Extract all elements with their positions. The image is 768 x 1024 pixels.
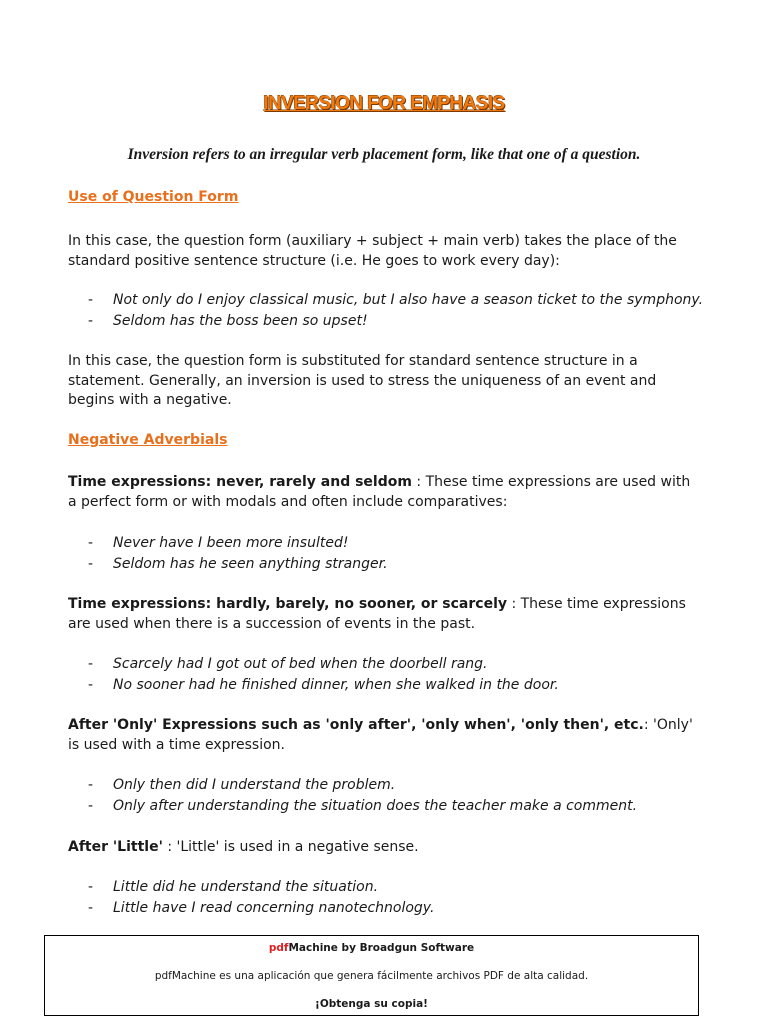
bullet-dash: -: [88, 535, 94, 551]
section-heading-negative-adverbials: Negative Adverbials: [68, 432, 228, 448]
paragraph-hardly-barely: Time expressions: hardly, barely, no sooner, or scarcely : These time expressions are used when there is a succession of events in the past.: [68, 596, 686, 632]
example-list-question-form: [88, 290, 703, 331]
bullet-dash: -: [88, 777, 94, 793]
footer-brand: [45, 942, 698, 954]
list-item: - Only then did I understand the problem.: [88, 775, 637, 796]
list-item: - Little have I read concerning nanotechnology.: [88, 898, 434, 919]
list-item: - Seldom has he seen anything stranger.: [88, 554, 388, 575]
list-item: - Seldom has the boss been so upset!: [88, 311, 703, 332]
pdfmachine-footer: [44, 935, 699, 1016]
paragraph-never-rarely-seldom: Time expressions: never, rarely and seldom : These time expressions are used with a perfect form or with modals and often include comparatives:: [68, 474, 691, 510]
bullet-dash: -: [88, 879, 94, 895]
term: After 'Little': [68, 839, 163, 855]
page-title: INVERSION FOR EMPHASIS: [263, 93, 505, 114]
paragraph-only-expressions: After 'Only' Expressions such as 'only after', 'only when', 'only then', etc.: 'Only' is used with a time expression.: [68, 717, 693, 753]
list-item: - Not only do I enjoy classical music, but I also have a season ticket to the symphony.: [88, 290, 703, 311]
bullet-dash: -: [88, 312, 94, 329]
bullet-dash: -: [88, 899, 94, 916]
paragraph-substitution: In this case, the question form is substituted for standard sentence structure in a statement. Generally, an inversion is used to stress the uniqueness of an event and begins with a negative.: [68, 353, 657, 408]
bullet-dash: -: [88, 797, 94, 814]
footer-brand-prefix: pdf: [268, 942, 289, 954]
term: After 'Only' Expressions such as 'only after', 'only when', 'only then', etc.: [68, 717, 644, 733]
example-list-little: [88, 877, 434, 918]
list-item: - Never have I been more insulted!: [88, 533, 388, 554]
footer-brand-name: Machine by Broadgun Software: [288, 942, 475, 954]
bullet-dash: -: [88, 656, 94, 672]
list-item: - Scarcely had I got out of bed when the doorbell rang.: [88, 654, 559, 675]
example-list-never-rarely-seldom: [88, 533, 388, 574]
example-list-hardly-barely: [88, 654, 559, 695]
footer-description: pdfMachine es una aplicación que genera fácilmente archivos PDF de alta calidad.: [154, 970, 589, 982]
term: Time expressions: never, rarely and seldom: [68, 474, 412, 490]
section-heading-question-form: Use of Question Form: [68, 189, 239, 205]
term: Time expressions: hardly, barely, no sooner, or scarcely: [68, 596, 508, 612]
paragraph-little: After 'Little' : 'Little' is used in a negative sense.: [68, 839, 419, 855]
paragraph-question-form: In this case, the question form (auxiliary + subject + main verb) takes the place of the standard positive sentence structure (i.e. He goes to work every day):: [68, 233, 677, 269]
intro-sentence: Inversion refers to an irregular verb placement form, like that one of a question.: [127, 146, 641, 163]
example-list-only: [88, 775, 637, 816]
list-item: - Little did he understand the situation.: [88, 877, 434, 898]
list-item: - Only after understanding the situation does the teacher make a comment.: [88, 796, 637, 817]
bullet-dash: -: [88, 676, 94, 693]
footer-cta: ¡Obtenga su copia!: [315, 998, 428, 1010]
list-item: - No sooner had he finished dinner, when she walked in the door.: [88, 675, 559, 696]
bullet-dash: -: [88, 292, 94, 308]
bullet-dash: -: [88, 555, 94, 572]
